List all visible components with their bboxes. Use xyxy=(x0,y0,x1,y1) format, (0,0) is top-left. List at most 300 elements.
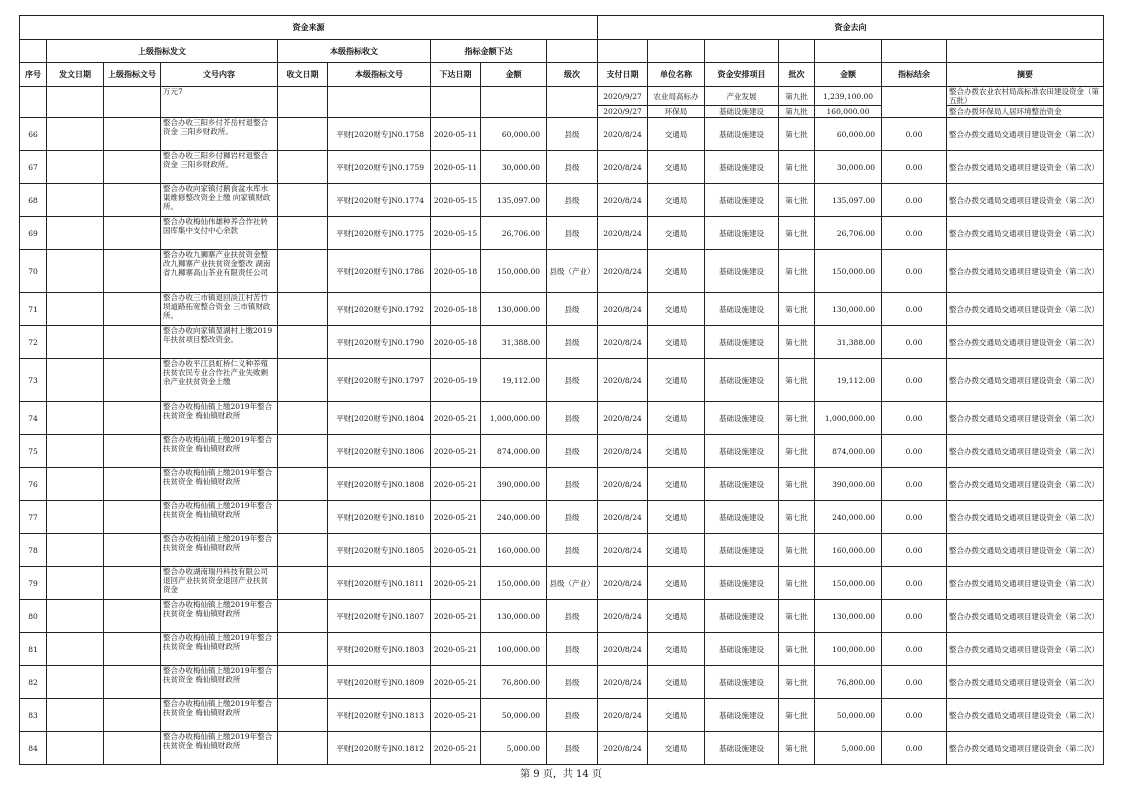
row-project: 基础设施建设 xyxy=(705,501,779,534)
row-amount2: 240,000.00 xyxy=(815,501,882,534)
cont-amount xyxy=(481,87,547,118)
row-pay-date: 2020/8/24 xyxy=(598,534,648,567)
row-content: 整合办收三阳乡付芥岳村退整合资金 三阳乡财政所。 xyxy=(161,118,278,151)
row-project: 基础设施建设 xyxy=(705,567,779,600)
row-unit: 交通局 xyxy=(648,633,705,666)
row-amount: 130,000.00 xyxy=(481,293,547,326)
row-amount: 160,000.00 xyxy=(481,534,547,567)
row-content: 整合办收梅仙镇上缴2019年整合扶贫资金 梅仙镇财政所 xyxy=(161,468,278,501)
col-upper-doc: 上级指标文号 xyxy=(104,63,161,87)
row-level: 县级 xyxy=(547,359,598,402)
row-send-date xyxy=(47,666,104,699)
row-amount2: 60,000.00 xyxy=(815,118,882,151)
row-summary: 整合办拨交通局交通项目建设资金（第二次） xyxy=(947,217,1104,250)
row-seq: 72 xyxy=(20,326,47,359)
row-level: 县级（产业） xyxy=(547,567,598,600)
row-summary: 整合办拨交通局交通项目建设资金（第二次） xyxy=(947,732,1104,765)
row-project: 基础设施建设 xyxy=(705,184,779,217)
col-pay-date: 支付日期 xyxy=(598,63,648,87)
row-seq: 83 xyxy=(20,699,47,732)
header-upper: 上级指标发文 xyxy=(47,40,278,63)
row-seq: 66 xyxy=(20,118,47,151)
row-amount: 26,706.00 xyxy=(481,217,547,250)
row-seq: 76 xyxy=(20,468,47,501)
row-upper-doc xyxy=(104,359,161,402)
cont-summary: 整合办拨环保局人居环境整治资金 xyxy=(947,106,1104,118)
row-balance: 0.00 xyxy=(882,468,947,501)
row-upper-doc xyxy=(104,250,161,293)
header-spacer xyxy=(20,40,47,63)
row-upper-doc xyxy=(104,600,161,633)
row-seq: 82 xyxy=(20,666,47,699)
table-row xyxy=(20,184,1104,217)
cont-project: 基础设施建设 xyxy=(705,106,779,118)
row-content: 整合办收梅仙镇上缴2019年整合扶贫资金 梅仙镇财政所 xyxy=(161,633,278,666)
row-batch: 第七批 xyxy=(779,534,815,567)
row-recv-date xyxy=(278,732,328,765)
row-local-doc: 平财[2020财专]N0.1810 xyxy=(328,501,431,534)
row-seq: 68 xyxy=(20,184,47,217)
row-send-date xyxy=(47,534,104,567)
col-batch: 批次 xyxy=(779,63,815,87)
row-local-doc: 平财[2020财专]N0.1811 xyxy=(328,567,431,600)
table-row xyxy=(20,435,1104,468)
col-amount: 金额 xyxy=(481,63,547,87)
row-send-date xyxy=(47,732,104,765)
row-project: 基础设施建设 xyxy=(705,600,779,633)
row-upper-doc xyxy=(104,732,161,765)
row-amount2: 150,000.00 xyxy=(815,567,882,600)
row-local-doc: 平财[2020财专]N0.1792 xyxy=(328,293,431,326)
table-row xyxy=(20,501,1104,534)
header-local: 本级指标收文 xyxy=(278,40,431,63)
row-content: 整合办收梅仙镇上缴2019年整合扶贫资金 梅仙镇财政所 xyxy=(161,402,278,435)
row-batch: 第七批 xyxy=(779,567,815,600)
row-amount2: 50,000.00 xyxy=(815,699,882,732)
row-unit: 交通局 xyxy=(648,402,705,435)
row-balance: 0.00 xyxy=(882,118,947,151)
row-upper-doc xyxy=(104,633,161,666)
row-level: 县级 xyxy=(547,732,598,765)
row-seq: 81 xyxy=(20,633,47,666)
row-project: 基础设施建设 xyxy=(705,250,779,293)
row-level: 县级 xyxy=(547,600,598,633)
row-amount2: 19,112.00 xyxy=(815,359,882,402)
row-send-date xyxy=(47,293,104,326)
row-level: 县级 xyxy=(547,468,598,501)
row-pay-date: 2020/8/24 xyxy=(598,567,648,600)
row-issue-date: 2020-05-21 xyxy=(431,699,481,732)
row-summary: 整合办拨交通局交通项目建设资金（第二次） xyxy=(947,534,1104,567)
row-upper-doc xyxy=(104,217,161,250)
row-issue-date: 2020-05-15 xyxy=(431,217,481,250)
row-amount2: 26,706.00 xyxy=(815,217,882,250)
row-project: 基础设施建设 xyxy=(705,732,779,765)
header-spacer xyxy=(779,40,815,63)
row-batch: 第七批 xyxy=(779,151,815,184)
row-batch: 第七批 xyxy=(779,666,815,699)
row-recv-date xyxy=(278,326,328,359)
row-send-date xyxy=(47,326,104,359)
row-local-doc: 平财[2020财专]N0.1806 xyxy=(328,435,431,468)
row-send-date xyxy=(47,699,104,732)
cont-batch: 第九批 xyxy=(779,87,815,106)
page-footer: 第 9 页，共 14 页 xyxy=(520,769,602,780)
row-content: 整合办收九狮寨产业扶贫资金整改九狮寨产业扶贫资金整改 湖南省九狮寨高山茶业有限责任公司 xyxy=(161,250,278,293)
row-balance: 0.00 xyxy=(882,293,947,326)
row-batch: 第七批 xyxy=(779,435,815,468)
row-content: 整合办收湖南瑞丹科技有限公司退回产业扶贫资金退回产业扶贫资金 xyxy=(161,567,278,600)
row-content: 整合办收梅仙镇上缴2019年整合扶贫资金 梅仙镇财政所 xyxy=(161,501,278,534)
header-spacer xyxy=(947,40,1104,63)
cont-summary: 整合办拨农业农村局高标准农田建设资金（第五批） xyxy=(947,87,1104,106)
cont-local-doc xyxy=(328,87,431,118)
row-issue-date: 2020-05-11 xyxy=(431,151,481,184)
row-upper-doc xyxy=(104,435,161,468)
row-balance: 0.00 xyxy=(882,402,947,435)
row-amount2: 390,000.00 xyxy=(815,468,882,501)
row-project: 基础设施建设 xyxy=(705,151,779,184)
row-local-doc: 平财[2020财专]N0.1786 xyxy=(328,250,431,293)
row-batch: 第七批 xyxy=(779,118,815,151)
row-amount2: 30,000.00 xyxy=(815,151,882,184)
row-content: 整合办收向家镇堃湖村上缴2019年扶贫项目整改资金。 xyxy=(161,326,278,359)
row-local-doc: 平财[2020财专]N0.1797 xyxy=(328,359,431,402)
row-project: 基础设施建设 xyxy=(705,666,779,699)
row-amount: 390,000.00 xyxy=(481,468,547,501)
row-pay-date: 2020/8/24 xyxy=(598,600,648,633)
row-upper-doc xyxy=(104,501,161,534)
row-summary: 整合办拨交通局交通项目建设资金（第二次） xyxy=(947,666,1104,699)
row-seq: 67 xyxy=(20,151,47,184)
row-upper-doc xyxy=(104,666,161,699)
row-recv-date xyxy=(278,184,328,217)
cont-level xyxy=(547,87,598,118)
row-send-date xyxy=(47,151,104,184)
row-summary: 整合办拨交通局交通项目建设资金（第二次） xyxy=(947,633,1104,666)
row-upper-doc xyxy=(104,567,161,600)
row-amount2: 130,000.00 xyxy=(815,293,882,326)
row-balance: 0.00 xyxy=(882,501,947,534)
row-amount2: 31,388.00 xyxy=(815,326,882,359)
row-seq: 73 xyxy=(20,359,47,402)
row-recv-date xyxy=(278,118,328,151)
row-balance: 0.00 xyxy=(882,732,947,765)
row-level: 县级 xyxy=(547,699,598,732)
row-balance: 0.00 xyxy=(882,359,947,402)
row-local-doc: 平财[2020财专]N0.1813 xyxy=(328,699,431,732)
header-spacer xyxy=(705,40,779,63)
cont-pay-date: 2020/9/27 xyxy=(598,106,648,118)
row-level: 县级 xyxy=(547,402,598,435)
row-issue-date: 2020-05-21 xyxy=(431,468,481,501)
row-pay-date: 2020/8/24 xyxy=(598,250,648,293)
header-source: 资金来源 xyxy=(20,16,598,40)
row-level: 县级 xyxy=(547,184,598,217)
row-upper-doc xyxy=(104,534,161,567)
table-row xyxy=(20,217,1104,250)
row-unit: 交通局 xyxy=(648,666,705,699)
row-pay-date: 2020/8/24 xyxy=(598,435,648,468)
row-recv-date xyxy=(278,600,328,633)
table-row xyxy=(20,402,1104,435)
row-issue-date: 2020-05-21 xyxy=(431,435,481,468)
row-issue-date: 2020-05-11 xyxy=(431,118,481,151)
funds-table xyxy=(19,15,1104,765)
cont-project: 产业发展 xyxy=(705,87,779,106)
row-amount: 60,000.00 xyxy=(481,118,547,151)
row-balance: 0.00 xyxy=(882,699,947,732)
row-summary: 整合办拨交通局交通项目建设资金（第二次） xyxy=(947,699,1104,732)
row-unit: 交通局 xyxy=(648,468,705,501)
row-project: 基础设施建设 xyxy=(705,699,779,732)
row-upper-doc xyxy=(104,184,161,217)
col-unit: 单位名称 xyxy=(648,63,705,87)
row-send-date xyxy=(47,250,104,293)
row-local-doc: 平财[2020财专]N0.1804 xyxy=(328,402,431,435)
cont-balance xyxy=(882,87,947,118)
row-project: 基础设施建设 xyxy=(705,402,779,435)
row-content: 整合办收三市镇退回淡江村苦竹坝道路拓宽整合资金 三市镇财政所。 xyxy=(161,293,278,326)
row-project: 基础设施建设 xyxy=(705,633,779,666)
col-level: 级次 xyxy=(547,63,598,87)
row-content: 整合办收梅仙镇上缴2019年整合扶贫资金 梅仙镇财政所 xyxy=(161,732,278,765)
row-balance: 0.00 xyxy=(882,666,947,699)
header-amount-group: 指标金额下达 xyxy=(431,40,547,63)
row-local-doc: 平财[2020财专]N0.1759 xyxy=(328,151,431,184)
table-row xyxy=(20,600,1104,633)
row-unit: 交通局 xyxy=(648,250,705,293)
row-amount2: 874,000.00 xyxy=(815,435,882,468)
row-pay-date: 2020/8/24 xyxy=(598,699,648,732)
row-pay-date: 2020/8/24 xyxy=(598,501,648,534)
row-send-date xyxy=(47,118,104,151)
row-level: 县级 xyxy=(547,435,598,468)
row-content: 整合办收梅仙镇上缴2019年整合扶贫资金 梅仙镇财政所 xyxy=(161,699,278,732)
col-issue-date: 下达日期 xyxy=(431,63,481,87)
row-local-doc: 平财[2020财专]N0.1775 xyxy=(328,217,431,250)
row-level: 县级 xyxy=(547,217,598,250)
row-local-doc: 平财[2020财专]N0.1805 xyxy=(328,534,431,567)
row-summary: 整合办拨交通局交通项目建设资金（第二次） xyxy=(947,293,1104,326)
col-local-doc: 本级指标文号 xyxy=(328,63,431,87)
row-balance: 0.00 xyxy=(882,534,947,567)
row-balance: 0.00 xyxy=(882,633,947,666)
header-spacer xyxy=(648,40,705,63)
table-row xyxy=(20,699,1104,732)
row-recv-date xyxy=(278,359,328,402)
row-content: 整合办收梅仙镇上缴2019年整合扶贫资金 梅仙镇财政所 xyxy=(161,534,278,567)
row-amount: 150,000.00 xyxy=(481,250,547,293)
row-content: 整合办收向家镇付鹅食盆水库水渠维修整改资金上缴 向家镇财政所。 xyxy=(161,184,278,217)
header-spacer xyxy=(815,40,882,63)
cont-amount2: 160,000.00 xyxy=(815,106,882,118)
cont-upper-doc xyxy=(104,87,161,118)
row-summary: 整合办拨交通局交通项目建设资金（第二次） xyxy=(947,600,1104,633)
header-spacer xyxy=(882,40,947,63)
row-amount2: 76,800.00 xyxy=(815,666,882,699)
row-issue-date: 2020-05-21 xyxy=(431,402,481,435)
row-unit: 交通局 xyxy=(648,567,705,600)
row-pay-date: 2020/8/24 xyxy=(598,359,648,402)
row-project: 基础设施建设 xyxy=(705,359,779,402)
row-send-date xyxy=(47,501,104,534)
table-row xyxy=(20,567,1104,600)
table-row xyxy=(20,326,1104,359)
row-local-doc: 平财[2020财专]N0.1812 xyxy=(328,732,431,765)
row-amount: 150,000.00 xyxy=(481,567,547,600)
row-project: 基础设施建设 xyxy=(705,217,779,250)
row-send-date xyxy=(47,567,104,600)
col-send-date: 发文日期 xyxy=(47,63,104,87)
row-send-date xyxy=(47,359,104,402)
row-summary: 整合办拨交通局交通项目建设资金（第二次） xyxy=(947,501,1104,534)
row-seq: 75 xyxy=(20,435,47,468)
col-recv-date: 收文日期 xyxy=(278,63,328,87)
row-summary: 整合办拨交通局交通项目建设资金（第二次） xyxy=(947,359,1104,402)
table-row xyxy=(20,118,1104,151)
row-unit: 交通局 xyxy=(648,293,705,326)
row-content: 整合办收三阳乡付狮岩村退整合资金 三阳乡财政所。 xyxy=(161,151,278,184)
row-amount2: 150,000.00 xyxy=(815,250,882,293)
row-summary: 整合办拨交通局交通项目建设资金（第二次） xyxy=(947,151,1104,184)
row-send-date xyxy=(47,217,104,250)
rows-body xyxy=(20,118,1104,765)
row-local-doc: 平财[2020财专]N0.1803 xyxy=(328,633,431,666)
row-upper-doc xyxy=(104,326,161,359)
row-recv-date xyxy=(278,402,328,435)
row-local-doc: 平财[2020财专]N0.1758 xyxy=(328,118,431,151)
row-amount: 5,000.00 xyxy=(481,732,547,765)
row-amount: 100,000.00 xyxy=(481,633,547,666)
table-row xyxy=(20,359,1104,402)
row-batch: 第七批 xyxy=(779,600,815,633)
row-unit: 交通局 xyxy=(648,534,705,567)
row-unit: 交通局 xyxy=(648,732,705,765)
row-balance: 0.00 xyxy=(882,250,947,293)
row-batch: 第七批 xyxy=(779,699,815,732)
row-pay-date: 2020/8/24 xyxy=(598,468,648,501)
row-unit: 交通局 xyxy=(648,699,705,732)
row-recv-date xyxy=(278,217,328,250)
row-content: 整合办收梅仙镇上缴2019年整合扶贫资金 梅仙镇财政所 xyxy=(161,666,278,699)
table-row xyxy=(20,732,1104,765)
cont-send-date xyxy=(47,87,104,118)
row-local-doc: 平财[2020财专]N0.1808 xyxy=(328,468,431,501)
row-amount2: 100,000.00 xyxy=(815,633,882,666)
row-project: 基础设施建设 xyxy=(705,534,779,567)
row-seq: 70 xyxy=(20,250,47,293)
cont-issue-date xyxy=(431,87,481,118)
row-content: 整合办收梅仙镇上缴2019年整合扶贫资金 梅仙镇财政所 xyxy=(161,435,278,468)
table-row xyxy=(20,666,1104,699)
row-batch: 第七批 xyxy=(779,402,815,435)
row-batch: 第七批 xyxy=(779,326,815,359)
row-send-date xyxy=(47,633,104,666)
row-amount: 1,000,000.00 xyxy=(481,402,547,435)
row-pay-date: 2020/8/24 xyxy=(598,666,648,699)
row-pay-date: 2020/8/24 xyxy=(598,732,648,765)
row-amount2: 130,000.00 xyxy=(815,600,882,633)
row-recv-date xyxy=(278,567,328,600)
row-send-date xyxy=(47,402,104,435)
row-amount: 30,000.00 xyxy=(481,151,547,184)
row-local-doc: 平财[2020财专]N0.1809 xyxy=(328,666,431,699)
row-project: 基础设施建设 xyxy=(705,326,779,359)
row-amount: 76,800.00 xyxy=(481,666,547,699)
row-batch: 第七批 xyxy=(779,184,815,217)
row-level: 县级 xyxy=(547,501,598,534)
row-amount: 31,388.00 xyxy=(481,326,547,359)
row-batch: 第七批 xyxy=(779,293,815,326)
col-summary: 摘要 xyxy=(947,63,1104,87)
col-project: 资金安排项目 xyxy=(705,63,779,87)
table-row xyxy=(20,633,1104,666)
row-amount: 874,000.00 xyxy=(481,435,547,468)
row-level: 县级 xyxy=(547,534,598,567)
row-unit: 交通局 xyxy=(648,359,705,402)
row-seq: 78 xyxy=(20,534,47,567)
row-level: 县级 xyxy=(547,666,598,699)
row-issue-date: 2020-05-18 xyxy=(431,293,481,326)
row-local-doc: 平财[2020财专]N0.1774 xyxy=(328,184,431,217)
row-pay-date: 2020/8/24 xyxy=(598,118,648,151)
table-row xyxy=(20,250,1104,293)
row-level: 县级 xyxy=(547,293,598,326)
row-local-doc: 平财[2020财专]N0.1807 xyxy=(328,600,431,633)
row-issue-date: 2020-05-21 xyxy=(431,666,481,699)
header-dest: 资金去向 xyxy=(598,16,1104,40)
row-batch: 第七批 xyxy=(779,501,815,534)
row-balance: 0.00 xyxy=(882,217,947,250)
row-level: 县级 xyxy=(547,151,598,184)
row-recv-date xyxy=(278,501,328,534)
row-unit: 交通局 xyxy=(648,151,705,184)
cont-batch: 第九批 xyxy=(779,106,815,118)
row-summary: 整合办拨交通局交通项目建设资金（第二次） xyxy=(947,435,1104,468)
row-batch: 第七批 xyxy=(779,217,815,250)
row-send-date xyxy=(47,600,104,633)
row-balance: 0.00 xyxy=(882,435,947,468)
row-summary: 整合办拨交通局交通项目建设资金（第二次） xyxy=(947,402,1104,435)
row-pay-date: 2020/8/24 xyxy=(598,402,648,435)
row-summary: 整合办拨交通局交通项目建设资金（第二次） xyxy=(947,326,1104,359)
row-summary: 整合办拨交通局交通项目建设资金（第二次） xyxy=(947,468,1104,501)
row-amount2: 5,000.00 xyxy=(815,732,882,765)
row-recv-date xyxy=(278,534,328,567)
row-summary: 整合办拨交通局交通项目建设资金（第二次） xyxy=(947,118,1104,151)
row-batch: 第七批 xyxy=(779,732,815,765)
table-row xyxy=(20,293,1104,326)
row-upper-doc xyxy=(104,118,161,151)
row-upper-doc xyxy=(104,293,161,326)
row-project: 基础设施建设 xyxy=(705,118,779,151)
table-row xyxy=(20,468,1104,501)
cont-content: 万元7 xyxy=(161,87,278,118)
row-unit: 交通局 xyxy=(648,118,705,151)
row-seq: 80 xyxy=(20,600,47,633)
row-unit: 交通局 xyxy=(648,217,705,250)
row-upper-doc xyxy=(104,468,161,501)
row-pay-date: 2020/8/24 xyxy=(598,184,648,217)
row-send-date xyxy=(47,184,104,217)
row-recv-date xyxy=(278,250,328,293)
row-summary: 整合办拨交通局交通项目建设资金（第二次） xyxy=(947,250,1104,293)
row-send-date xyxy=(47,468,104,501)
row-issue-date: 2020-05-21 xyxy=(431,501,481,534)
row-balance: 0.00 xyxy=(882,326,947,359)
row-seq: 69 xyxy=(20,217,47,250)
